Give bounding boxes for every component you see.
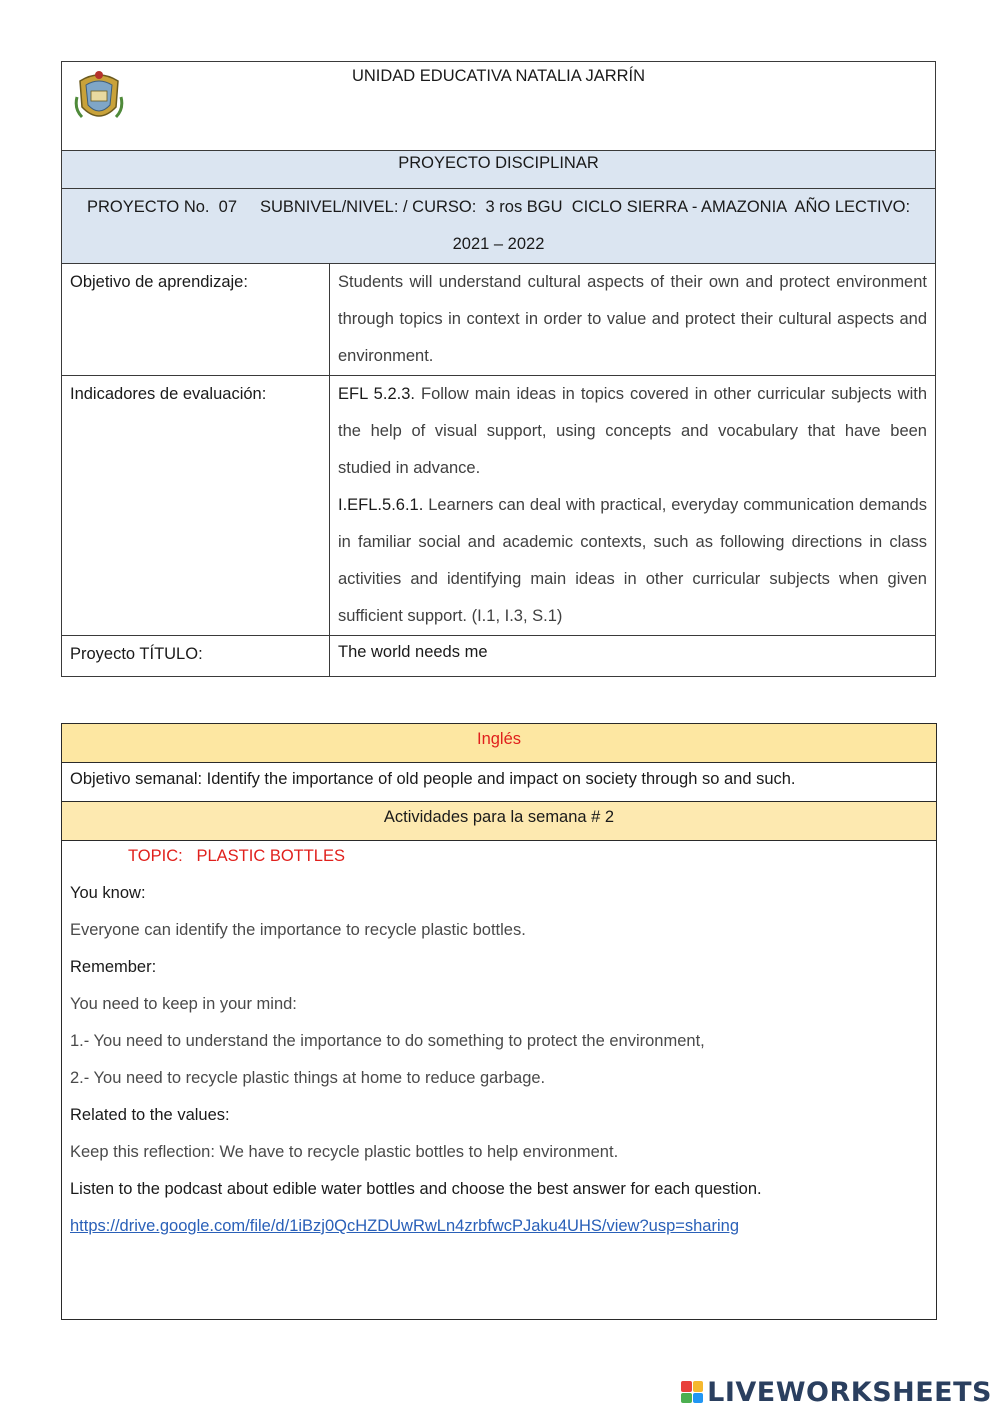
- remember-label: Remember:: [70, 958, 157, 976]
- school-name: UNIDAD EDUCATIVA NATALIA JARRÍN: [351, 67, 646, 85]
- you-know-label: You know:: [70, 884, 146, 902]
- indicators-text: [330, 376, 936, 636]
- liveworksheets-logo: [681, 1377, 992, 1407]
- values-label: Related to the values:: [70, 1106, 230, 1124]
- school-crest-icon: [74, 67, 124, 127]
- project-type: PROYECTO DISCIPLINAR: [62, 151, 936, 189]
- indicator-1-code: EFL 5.2.3.: [338, 385, 415, 403]
- activities-body: [62, 841, 936, 1248]
- indicator-1-text: Follow main ideas in topics covered in other curricular subjects with the help of visual support, using concepts and vocabulary that have been studied in advance.: [338, 385, 927, 477]
- title-label: Proyecto TÍTULO:: [62, 636, 330, 677]
- indicator-1: [338, 376, 927, 487]
- remember-item-1: 1.- You need to understand the importance to do something to protect the environment,: [70, 1032, 705, 1050]
- project-meta: [62, 189, 936, 264]
- liveworksheets-logo-icon: [681, 1381, 703, 1403]
- objective-text: Students will understand cultural aspects of their own and protect environment through topics in context in order to value and protect their cultural aspects and environment.: [330, 264, 936, 376]
- project-info-table: [61, 61, 936, 677]
- indicators-label: Indicadores de evaluación:: [62, 376, 330, 636]
- weekly-objective: Objetivo semanal: Identify the importance of old people and impact on society through so and such.: [62, 763, 936, 802]
- topic-title: TOPIC: PLASTIC BOTTLES: [128, 847, 345, 865]
- title-value: The world needs me: [330, 636, 936, 677]
- project-meta-line2: 2021 – 2022: [452, 235, 545, 253]
- english-activities-box: [61, 723, 937, 1320]
- values-text: Keep this reflection: We have to recycle plastic bottles to help environment.: [70, 1143, 619, 1161]
- activities-heading: Actividades para la semana # 2: [62, 802, 936, 841]
- project-meta-line1: PROYECTO No. 07 SUBNIVEL/NIVEL: / CURSO: 3 ros BGU CICLO SIERRA - AMAZONIA AÑO LECTIVO:: [86, 198, 911, 216]
- remember-item-2: 2.- You need to recycle plastic things at home to reduce garbage.: [70, 1069, 546, 1087]
- indicator-2-text: Learners can deal with practical, everyday communication demands in familiar social and academic contexts, such as following directions in class activities and identifying main ideas in other curricular subjects when given sufficient support. (I.1, I.3, S.1): [338, 496, 927, 625]
- podcast-link[interactable]: https://drive.google.com/file/d/1iBzj0QcHZDUwRwLn4zrbfwcPJaku4UHS/view?usp=sharing: [70, 1217, 739, 1235]
- remember-intro: You need to keep in your mind:: [70, 995, 297, 1013]
- indicator-2-code: I.EFL.5.6.1.: [338, 496, 424, 514]
- subject-heading: Inglés: [62, 724, 936, 763]
- objective-label: Objetivo de aprendizaje:: [62, 264, 330, 376]
- liveworksheets-brand: LIVEWORKSHEETS: [707, 1376, 992, 1408]
- you-know-text: Everyone can identify the importance to recycle plastic bottles.: [70, 921, 526, 939]
- indicator-2: [338, 487, 927, 635]
- school-header-cell: [62, 62, 936, 151]
- instruction-text: Listen to the podcast about edible water bottles and choose the best answer for each question.: [70, 1180, 762, 1198]
